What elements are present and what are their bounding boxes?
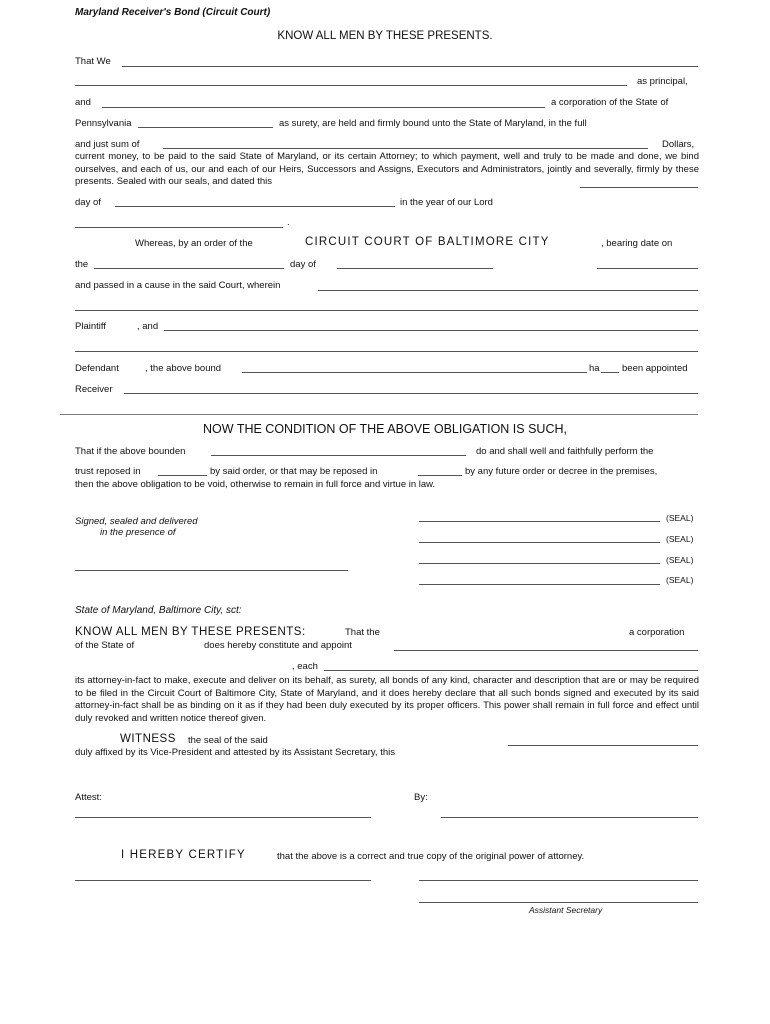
order-month-line[interactable] <box>337 268 493 269</box>
bond-heading: KNOW ALL MEN BY THESE PRESENTS. <box>277 30 493 42</box>
defendant-name-line-2[interactable] <box>75 351 698 352</box>
cause-line-2[interactable] <box>75 310 698 311</box>
period: . <box>287 217 290 228</box>
receiver-line[interactable] <box>124 393 698 394</box>
state-line[interactable] <box>138 127 273 128</box>
witness-signature-line[interactable] <box>75 570 348 571</box>
surety-name-line[interactable] <box>102 107 545 108</box>
principal-line-2[interactable] <box>75 85 627 86</box>
signed-label: Signed, sealed and delivered <box>75 516 198 527</box>
whereas-text: Whereas, by an order of the <box>135 238 253 249</box>
a-corporation-label: a corporation <box>629 627 685 638</box>
receiver-name-line[interactable] <box>242 372 587 373</box>
seal-label-2: (SEAL) <box>666 534 694 544</box>
seal-label-1: (SEAL) <box>666 513 694 523</box>
each-label: , each <box>292 661 318 672</box>
ha-label: ha <box>589 363 600 374</box>
and-label: and <box>75 97 91 108</box>
by-order-label: by said order, or that may be reposed in <box>210 466 378 477</box>
seal-label-3: (SEAL) <box>666 555 694 565</box>
dated-line[interactable] <box>580 187 698 188</box>
bond-paragraph: current money, to be paid to the said State of Maryland, or its certain Attorney; to which payment, well and truly to be made and done, we bind ourselves, and each of us, our and each of our Heirs, Successors and Assigns, Executors and Administrators, jointly and severally, firmly by these presents. Sealed with our seals, and dated this <box>75 151 699 188</box>
condition-heading: NOW THE CONDITION OF THE ABOVE OBLIGATION IS SUCH, <box>203 422 567 436</box>
seal-line-1[interactable] <box>419 521 660 522</box>
void-text: then the above obligation to be void, otherwise to remain in full force and virtue in law. <box>75 479 436 490</box>
trust-line-2[interactable] <box>418 475 462 476</box>
form-title: Maryland Receiver's Bond (Circuit Court) <box>75 7 271 18</box>
corp-state-label: a corporation of the State of <box>551 97 669 108</box>
passed-label: and passed in a cause in the said Court, wherein <box>75 280 281 291</box>
trust-label: trust reposed in <box>75 466 141 477</box>
certify-line-left[interactable] <box>75 880 371 881</box>
seal-label-4: (SEAL) <box>666 575 694 585</box>
plaintiff-label: Plaintiff <box>75 321 106 332</box>
as-principal-label: as principal, <box>637 76 688 87</box>
been-appointed-label: been appointed <box>622 363 688 374</box>
bearing-date-label: , bearing date on <box>601 238 673 249</box>
order-day-of-label: day of <box>290 259 316 270</box>
poa-heading: KNOW ALL MEN BY THESE PRESENTS: <box>75 626 306 638</box>
state-venue-label: State of Maryland, Baltimore City, sct: <box>75 605 242 616</box>
witness-label: WITNESS <box>120 733 176 745</box>
order-date-line[interactable] <box>94 268 284 269</box>
seal-line-4[interactable] <box>419 584 660 585</box>
dollars-label: Dollars, <box>662 139 695 150</box>
day-of-label: day of <box>75 197 101 208</box>
above-bounden-label: That if the above bounden <box>75 446 186 457</box>
attorney-line-2[interactable] <box>324 670 698 671</box>
presence-label: in the presence of <box>100 527 176 538</box>
order-year-line[interactable] <box>597 268 698 269</box>
constitute-label: does hereby constitute and appoint <box>204 640 352 651</box>
assistant-secretary-label: Assistant Secretary <box>529 905 603 915</box>
of-state-label: of the State of <box>75 640 135 651</box>
above-bound-label: , the above bound <box>145 363 222 374</box>
affixed-text: duly affixed by its Vice-President and attested by its Assistant Secretary, this <box>75 747 395 758</box>
year-lord-label: in the year of our Lord <box>400 197 493 208</box>
future-order-label: by any future order or decree in the premises, <box>465 466 658 477</box>
by-signature-line[interactable] <box>441 817 698 818</box>
trust-line-1[interactable] <box>158 475 207 476</box>
just-sum-label: and just sum of <box>75 139 140 150</box>
company-line[interactable] <box>508 745 698 746</box>
poa-paragraph: its attorney-in-fact to make, execute and deliver on its behalf, as surety, all bonds of any kind, character and description that are or may be required to be filed in the Circuit Court of Baltimore City, State of Maryland, and it does hereby declare that all such bonds signed and executed by its said attorney-in-fact shall be as binding on it as if they had been duly executed by its proper officers. This power shall remain in full force and effect until duly revoked and written notice thereof given. <box>75 675 699 724</box>
year-line[interactable] <box>75 227 283 228</box>
ha-suffix-line[interactable] <box>601 372 619 373</box>
principal-line-1[interactable] <box>122 66 698 67</box>
defendant-name-line[interactable] <box>164 330 698 331</box>
defendant-label: Defendant <box>75 363 119 374</box>
the-label: the <box>75 259 89 270</box>
certify-text: that the above is a correct and true copy of the original power of attorney. <box>277 851 585 862</box>
do-shall-label: do and shall well and faithfully perform the <box>476 446 654 457</box>
assistant-secretary-line[interactable] <box>419 902 698 903</box>
cause-line[interactable] <box>318 290 698 291</box>
attorney-line-1[interactable] <box>394 650 698 651</box>
seal-line-2[interactable] <box>419 542 660 543</box>
certify-line-right[interactable] <box>419 880 698 881</box>
court-name: CIRCUIT COURT OF BALTIMORE CITY <box>305 236 550 248</box>
that-the-label: That the <box>345 627 380 638</box>
day-line[interactable] <box>115 206 395 207</box>
certify-heading: I HEREBY CERTIFY <box>121 849 246 861</box>
pennsylvania-label: Pennsylvania <box>75 118 132 129</box>
receiver-label: Receiver <box>75 384 113 395</box>
and-plaintiff-label: , and <box>137 321 159 332</box>
attest-label: Attest: <box>75 792 102 803</box>
section-divider <box>60 414 698 415</box>
bounden-line[interactable] <box>211 455 466 456</box>
sum-line[interactable] <box>163 148 648 149</box>
attest-signature-line[interactable] <box>75 817 371 818</box>
surety-text: as surety, are held and firmly bound unto the State of Maryland, in the full <box>279 118 587 129</box>
that-we-label: That We <box>75 56 111 67</box>
seal-of-label: the seal of the said <box>188 735 268 746</box>
by-label: By: <box>414 792 428 803</box>
seal-line-3[interactable] <box>419 563 660 564</box>
